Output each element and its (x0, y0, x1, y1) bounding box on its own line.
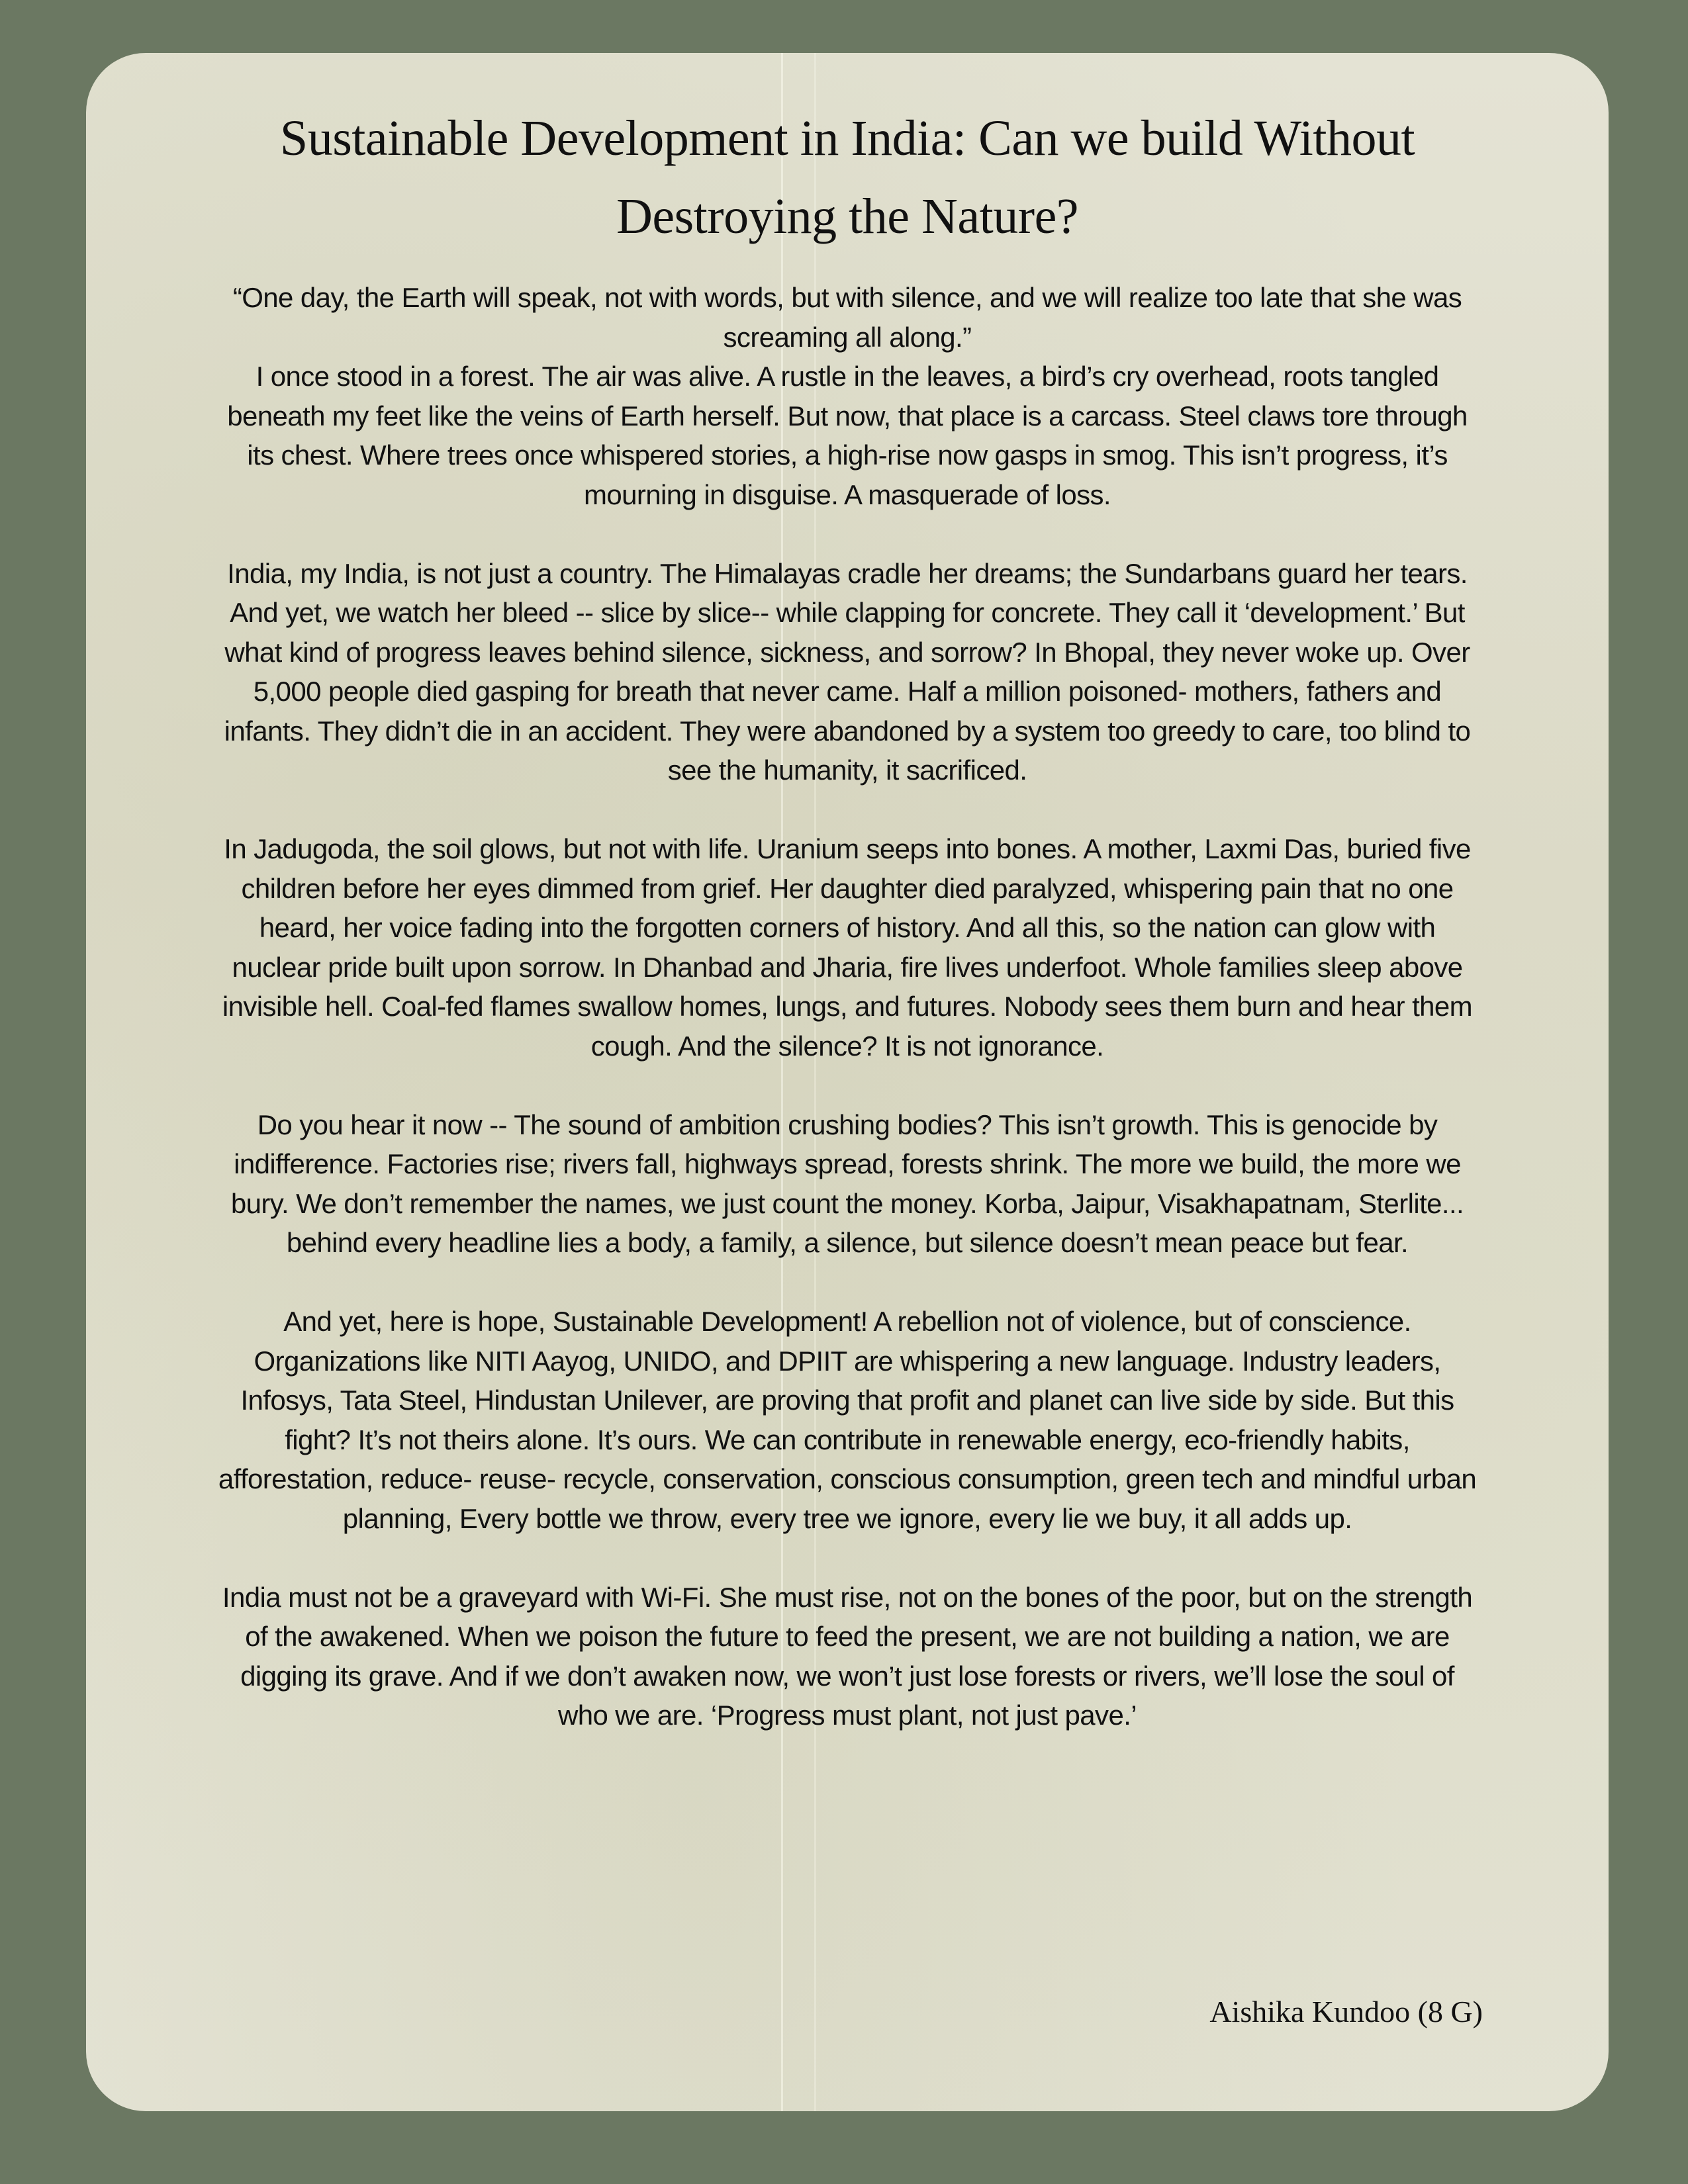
paragraph-spacer (212, 790, 1483, 830)
paragraph-india-bhopal: India, my India, is not just a country. The Himalayas cradle her dreams; the Sundarbans guard her tears. And yet, we watch her bleed -- slice by slice-- while clapping for concrete. They call it ‘development.’ But what kind of progress leaves behind silence, sickness, and sorrow? In Bhopal, they never woke up. Over 5,000 people died gasping for breath that never came. Half a million poisoned- mothers, fathers and infants. They didn’t die in an accident. They were abandoned by a system too greedy to care, too blind to see the humanity, it sacrificed. (224, 557, 1471, 786)
paragraph-hope: And yet, here is hope, Sustainable Development! A rebellion not of violence, but of conscience. Organizations like NITI Aayog, UNIDO, and DPIIT are whispering a new language. Industry leaders, Infosys, Tata Steel, Hindustan Unilever, are proving that profit and planet can live side by side. But this fight? It’s not theirs alone. It’s ours. We can contribute in renewable energy, eco-friendly habits, afforestation, reduce- reuse- recycle, conservation, conscious consumption, green tech and mindful urban planning, Every bottle we throw, every tree we ignore, every lie we buy, it all adds up. (218, 1306, 1477, 1534)
paragraph-spacer (212, 1066, 1483, 1105)
paragraph-spacer (212, 1538, 1483, 1578)
page-title (86, 99, 1609, 255)
content-panel (86, 53, 1609, 2111)
author-signature: Aishika Kundoo (8 G) (1209, 1995, 1483, 2028)
title-line-1: Sustainable Development in India: Can we build Without (279, 111, 1415, 166)
paragraph-forest: I once stood in a forest. The air was alive. A rustle in the leaves, a bird’s cry overhead, roots tangled beneath my feet like the veins of Earth herself. But now, that place is a carcass. Steel claws tore through its chest. Where trees once whispered stories, a high-rise now gasps in smog. This isn’t progress, it’s mourning in disguise. A masquerade of loss. (227, 361, 1468, 510)
article-body (212, 278, 1483, 1735)
title-line-2: Destroying the Nature? (616, 189, 1079, 244)
paragraph-conclusion: India must not be a graveyard with Wi-Fi. She must rise, not on the bones of the poor, but on the strength of the awakened. When we poison the future to feed the present, we are not building a nation, we are digging its grave. And if we don’t awaken now, we won’t just lose forests or rivers, we’ll lose the soul of who we are. ‘Progress must plant, not just pave.’ (222, 1581, 1473, 1731)
opening-quote: “One day, the Earth will speak, not with words, but with silence, and we will realize too late that she was screaming all along.” (232, 282, 1462, 353)
paragraph-jadugoda: In Jadugoda, the soil glows, but not with life. Uranium seeps into bones. A mother, Laxmi Das, buried five children before her eyes dimmed from grief. Her daughter died paralyzed, whispering pain that no one heard, her voice fading into the forgotten corners of history. And all this, so the nation can glow with nuclear pride built upon sorrow. In Dhanbad and Jharia, fire lives underfoot. Whole families sleep above invisible hell. Coal-fed flames swallow homes, lungs, and futures. Nobody sees them burn and hear them cough. And the silence? It is not ignorance. (222, 833, 1473, 1062)
paragraph-spacer (212, 514, 1483, 554)
paragraph-ambition: Do you hear it now -- The sound of ambition crushing bodies? This isn’t growth. This is genocide by indifference. Factories rise; rivers fall, highways spread, forests shrink. The more we build, the more we bury. We don’t remember the names, we just count the money. Korba, Jaipur, Visakhapatnam, Sterlite... behind every headline lies a body, a family, a silence, but silence doesn’t mean peace but fear. (230, 1109, 1464, 1258)
paragraph-spacer (212, 1263, 1483, 1302)
